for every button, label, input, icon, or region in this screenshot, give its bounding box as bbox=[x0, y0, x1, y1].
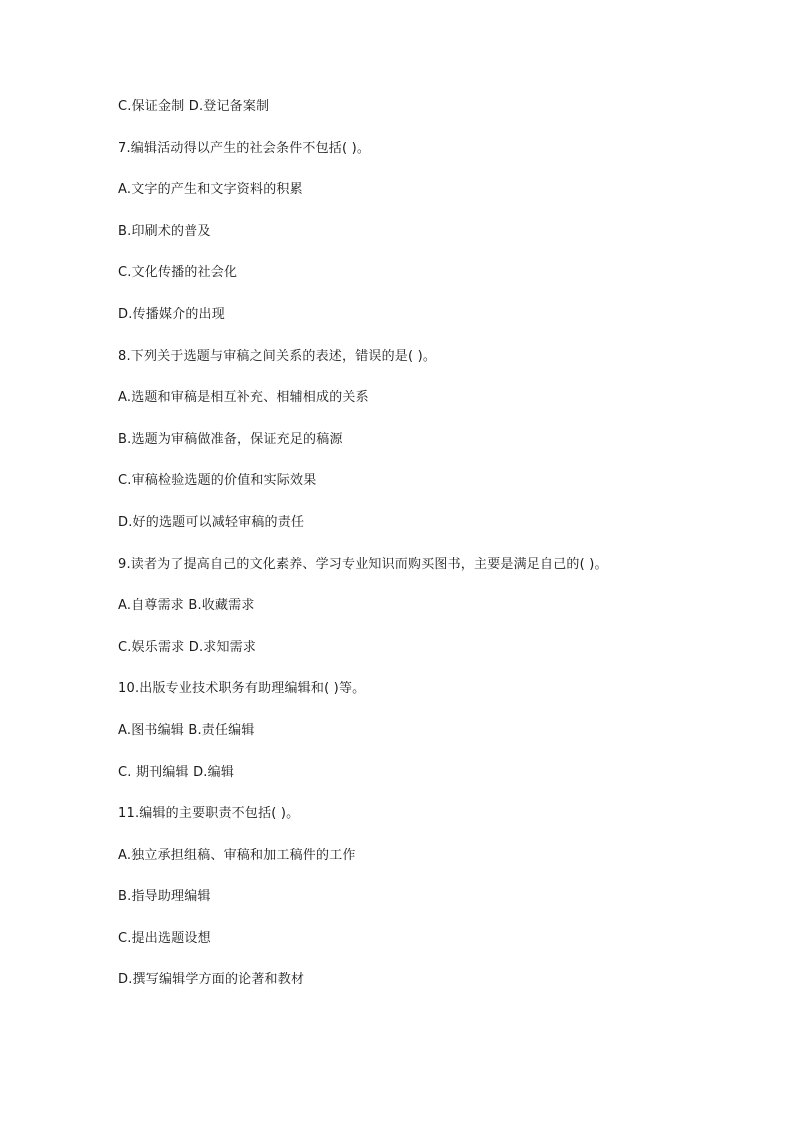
answer-option-line: C. 期刊编辑 D.编辑 bbox=[118, 764, 235, 780]
answer-option-line: B.指导助理编辑 bbox=[118, 889, 211, 905]
answer-option-line: C.审稿检验选题的价值和实际效果 bbox=[118, 473, 317, 489]
answer-option-line: B.选题为审稿做准备，保证充足的稿源 bbox=[118, 431, 343, 447]
answer-option-line: A.选题和审稿是相互补充、相辅相成的关系 bbox=[118, 390, 369, 406]
question-9: 9.读者为了提高自己的文化素养、学习专业知识而购买图书，主要是满足自己的( )。 bbox=[118, 556, 608, 572]
answer-option-line: B.印刷术的普及 bbox=[118, 223, 211, 239]
question-7: 7.编辑活动得以产生的社会条件不包括( )。 bbox=[118, 140, 371, 156]
question-11: 11.编辑的主要职责不包括( )。 bbox=[118, 806, 300, 822]
answer-option-line: A.自尊需求 B.收藏需求 bbox=[118, 598, 255, 614]
answer-option-line: A.图书编辑 B.责任编辑 bbox=[118, 722, 255, 738]
answer-option-line: D.传播媒介的出现 bbox=[118, 306, 225, 322]
answer-option-line: C.娱乐需求 D.求知需求 bbox=[118, 639, 257, 655]
answer-option-line: C.保证金制 D.登记备案制 bbox=[118, 99, 270, 114]
answer-option-line: D.好的选题可以减轻审稿的责任 bbox=[118, 514, 305, 530]
question-10: 10.出版专业技术职务有助理编辑和( )等。 bbox=[118, 681, 366, 697]
question-list bbox=[118, 96, 718, 1011]
answer-option-line: A.独立承担组稿、审稿和加工稿件的工作 bbox=[118, 847, 356, 863]
answer-option-line: C.文化传播的社会化 bbox=[118, 265, 238, 281]
answer-option-line: D.撰写编辑学方面的论著和教材 bbox=[118, 972, 305, 988]
answer-option-line: C.提出选题设想 bbox=[118, 930, 211, 946]
answer-option-line: A.文字的产生和文字资料的积累 bbox=[118, 182, 303, 198]
question-8: 8.下列关于选题与审稿之间关系的表述，错误的是( )。 bbox=[118, 348, 437, 364]
